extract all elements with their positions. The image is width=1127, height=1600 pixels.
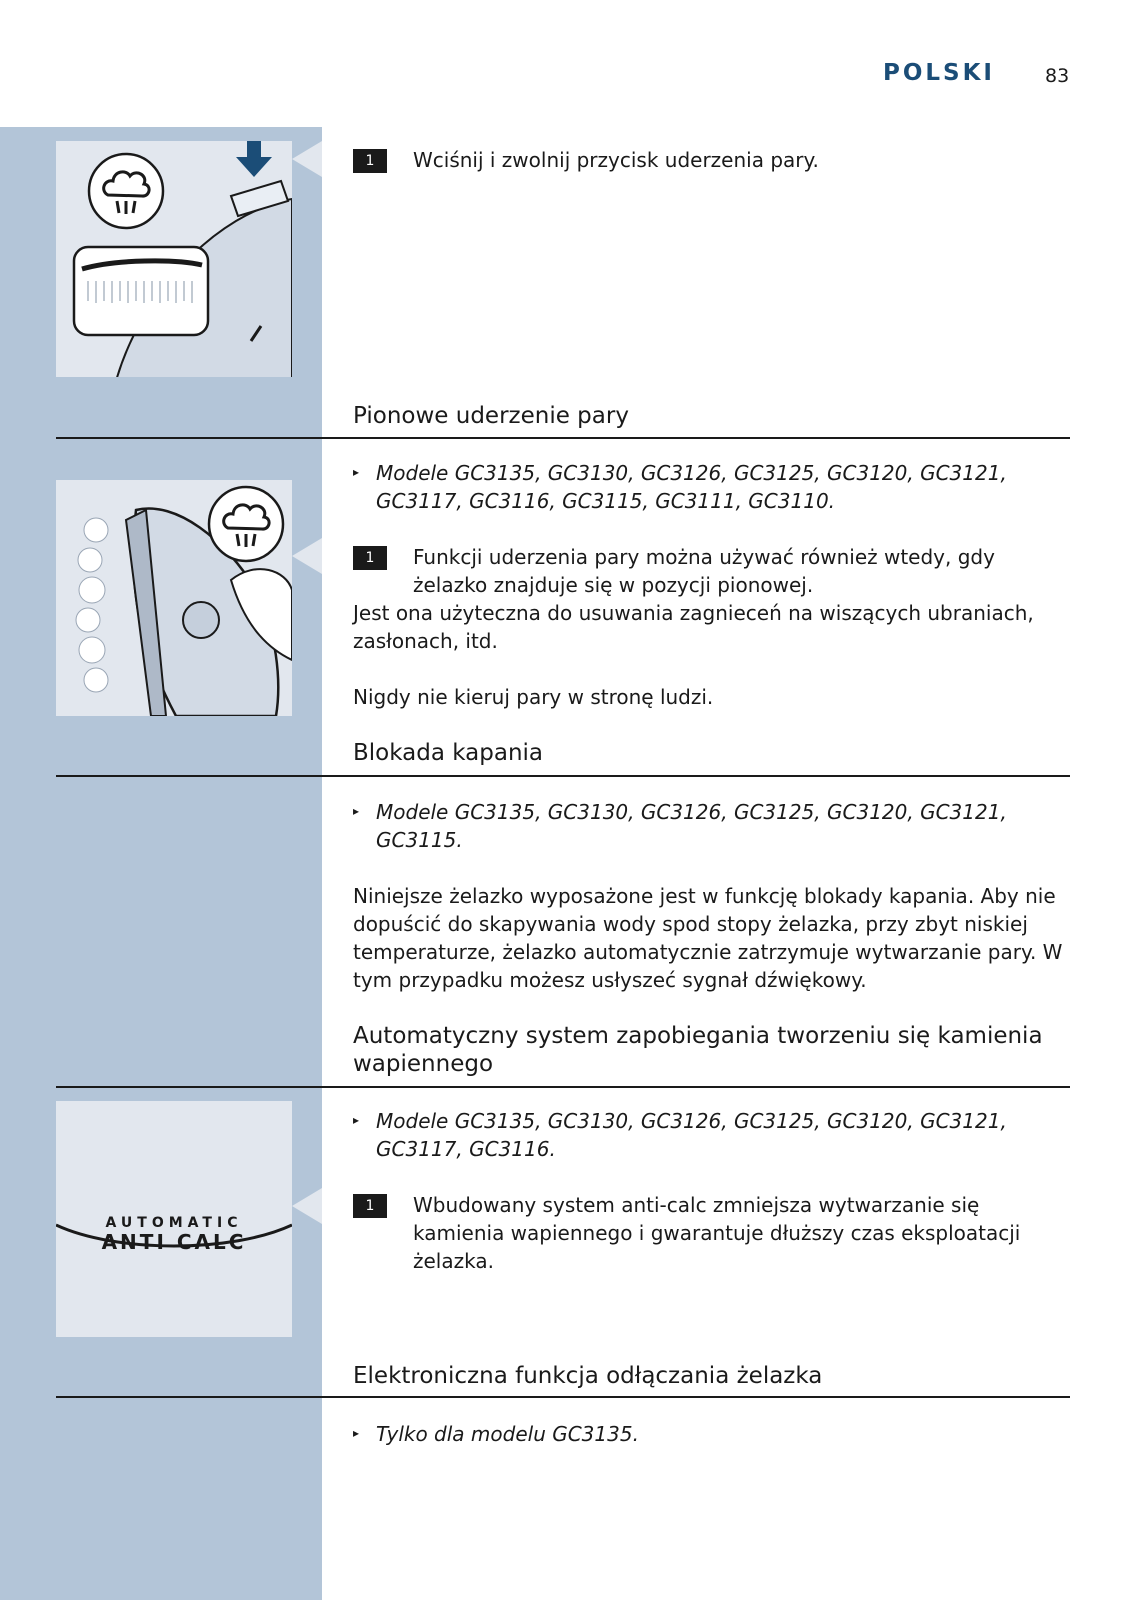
section-title-anticalc: Automatyczny system zapobiegania tworzeniu się kamienia wapiennego — [353, 1023, 1043, 1077]
step-number: 1 — [353, 1194, 387, 1218]
section-divider — [56, 437, 1070, 439]
step-number: 1 — [353, 149, 387, 173]
down-arrow-icon — [234, 141, 274, 181]
bullet-triangle-icon: ▸ — [353, 804, 360, 818]
body-paragraph: Jest ona użyteczna do usuwania zagnieceń na wiszących ubraniach, zasłonach, itd. — [353, 601, 1034, 653]
warning-paragraph: Nigdy nie kieruj pary w stronę ludzi. — [353, 685, 714, 709]
bullet-triangle-icon: ▸ — [353, 465, 360, 479]
anticalc-label-top: AUTOMATIC — [105, 1215, 243, 1231]
page-number: 83 — [1045, 65, 1070, 87]
section-divider — [56, 1086, 1070, 1088]
section-divider — [56, 775, 1070, 777]
illustration-pointer — [292, 1188, 322, 1224]
illustration-steam-shot — [56, 141, 292, 377]
illustration-pointer — [292, 141, 322, 177]
section-divider — [56, 1396, 1070, 1398]
step-text: Funkcji uderzenia pary można używać również wtedy, gdy żelazko znajduje się w pozycji pionowej. — [413, 545, 995, 597]
steam-cloud-icon — [206, 484, 286, 564]
bullet-triangle-icon: ▸ — [353, 1426, 360, 1440]
illustration-anticalc — [56, 1101, 292, 1337]
illustration-pointer — [292, 538, 322, 574]
step-text: Wciśnij i zwolnij przycisk uderzenia pary. — [413, 148, 819, 172]
section-title-drip: Blokada kapania — [353, 740, 544, 766]
anticalc-label-bottom: ANTI CALC — [101, 1230, 247, 1254]
model-list: Modele GC3135, GC3130, GC3126, GC3125, GC3120, GC3121, GC3115. — [376, 800, 1007, 852]
steam-cloud-icon — [86, 151, 166, 231]
model-list: Tylko dla modelu GC3135. — [376, 1422, 639, 1446]
section-title-vertical: Pionowe uderzenie pary — [353, 403, 629, 429]
step-number: 1 — [353, 546, 387, 570]
body-paragraph: Niniejsze żelazko wyposażone jest w funkcję blokady kapania. Aby nie dopuścić do skapywania wody spod stopy żelazka, przy zbyt niskiej temperaturze, żelazko automatycznie zatrzymuje wytwarzanie pary. W tym przypadku możesz usłyszeć sygnał dźwiękowy. — [353, 884, 1063, 992]
step-text: Wbudowany system anti-calc zmniejsza wytwarzanie się kamienia wapiennego i gwarantuje dłuższy czas eksploatacji żelazka. — [413, 1193, 1021, 1273]
model-list: Modele GC3135, GC3130, GC3126, GC3125, GC3120, GC3121, GC3117, GC3116, GC3115, GC3111, GC3110. — [376, 461, 1007, 513]
illustration-vertical-steam — [56, 480, 292, 716]
bullet-triangle-icon: ▸ — [353, 1113, 360, 1127]
section-title-shutoff: Elektroniczna funkcja odłączania żelazka — [353, 1363, 823, 1389]
language-label: POLSKI — [882, 60, 995, 86]
model-list: Modele GC3135, GC3130, GC3126, GC3125, GC3120, GC3121, GC3117, GC3116. — [376, 1109, 1007, 1161]
